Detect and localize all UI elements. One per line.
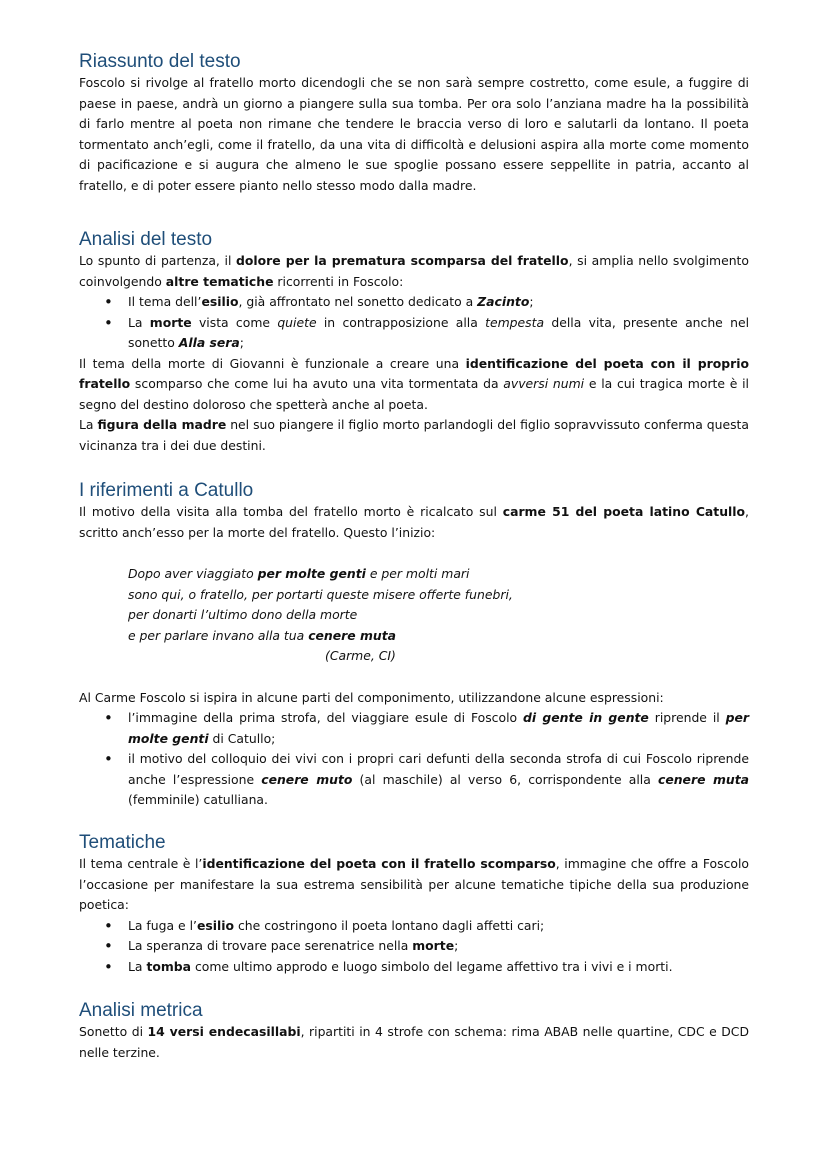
themes-bullet-list [79,916,749,978]
catullus-after: Al Carme Foscolo si ispira in alcune parti del componimento, utilizzandone alcune espressioni: [79,689,664,705]
analysis-bullet-list [79,292,749,354]
metrics-section [79,1000,749,1063]
metrics-heading: Analisi metrica [79,1000,203,1021]
verse-line: e per parlare invano alla tua cenere muta [128,627,397,643]
summary-section [79,51,749,196]
themes-heading: Tematiche [79,832,166,853]
list-item: • La speranza di trovare pace serenatrice nella morte; [128,936,749,957]
metrics-paragraph: Sonetto di 14 versi endecasillabi, ripartiti in 4 strofe con schema: rima ABAB nelle quartine, CDC e DCD nelle terzine. [79,1024,749,1060]
catullus-section [79,480,749,811]
catullus-bullet-list [79,708,749,811]
list-item: • La fuga e l’esilio che costringono il poeta lontano dagli affetti cari; [128,916,749,937]
themes-intro: Il tema centrale è l’identificazione del poeta con il fratello scomparso, immagine che offre a Foscolo l’occasione per manifestare la sua estrema sensibilità per alcune tematiche tipiche della sua produzione poetica: [79,856,749,912]
summary-paragraph: Foscolo si rivolge al fratello morto dicendogli che se non sarà sempre costretto, come esule, a fuggire di paese in paese, andrà un giorno a piangere sulla sua tomba. Per ora solo l’anziana madre ha la possibilità di farlo mentre al poeta non rimane che tendere le braccia verso di loro e salutarli da lontano. Il poeta tormentato anch’egli, come il fratello, da una vita di difficoltà e delusioni aspira alla morte come momento di pacificazione e si augura che almeno le sue spoglie possano essere seppellite in patria, accanto al fratello, e di poter essere pianto nello stesso modo dalla madre. [79,75,749,193]
analysis-paragraph-3: La figura della madre nel suo piangere il figlio morto parlandogli del figlio sopravvissuto conferma questa vicinanza tra i dei due destini. [79,417,749,453]
analysis-heading: Analisi del testo [79,229,213,250]
verse-line: sono qui, o fratello, per portarti queste misere offerte funebri, [128,586,513,602]
verse-quote [79,564,749,667]
list-item: • La morte vista come quiete in contrapposizione alla tempesta della vita, presente anche nel sonetto Alla sera; [128,313,749,354]
verse-citation: (Carme, CI) [325,648,396,663]
summary-heading: Riassunto del testo [79,51,241,72]
verse-line: Dopo aver viaggiato per molte genti e per molti mari [128,566,470,581]
catullus-intro: Il motivo della visita alla tomba del fratello morto è ricalcato sul carme 51 del poeta latino Catullo, scritto anch’esso per la morte del fratello. Questo l’inizio: [79,504,749,540]
list-item: • l’immagine della prima strofa, del viaggiare esule di Foscolo di gente in gente riprende il per molte genti di Catullo; [128,708,749,749]
analysis-intro: Lo spunto di partenza, il dolore per la prematura scomparsa del fratello, si amplia nello svolgimento coinvolgendo altre tematiche ricorrenti in Foscolo: [79,253,749,289]
list-item: • La tomba come ultimo approdo e luogo simbolo del legame affettivo tra i vivi e i morti. [128,957,749,978]
catullus-heading: I riferimenti a Catullo [79,480,254,501]
verse-line: per donarti l’ultimo dono della morte [128,607,358,622]
list-item: • il motivo del colloquio dei vivi con i propri cari defunti della seconda strofa di cui Foscolo riprende anche l’espressione cenere muto (al maschile) al verso 6, corrispondente alla cenere muta (femminile) catulliana. [128,749,749,811]
analysis-section [79,229,749,456]
list-item: • Il tema dell’esilio, già affrontato nel sonetto dedicato a Zacinto; [128,292,749,313]
analysis-paragraph-2: Il tema della morte di Giovanni è funzionale a creare una identificazione del poeta con il proprio fratello scomparso che come lui ha avuto una vita tormentata da avversi numi e la cui tragica morte è il segno del destino doloroso che spetterà anche al poeta. [79,355,749,412]
themes-section [79,832,749,977]
